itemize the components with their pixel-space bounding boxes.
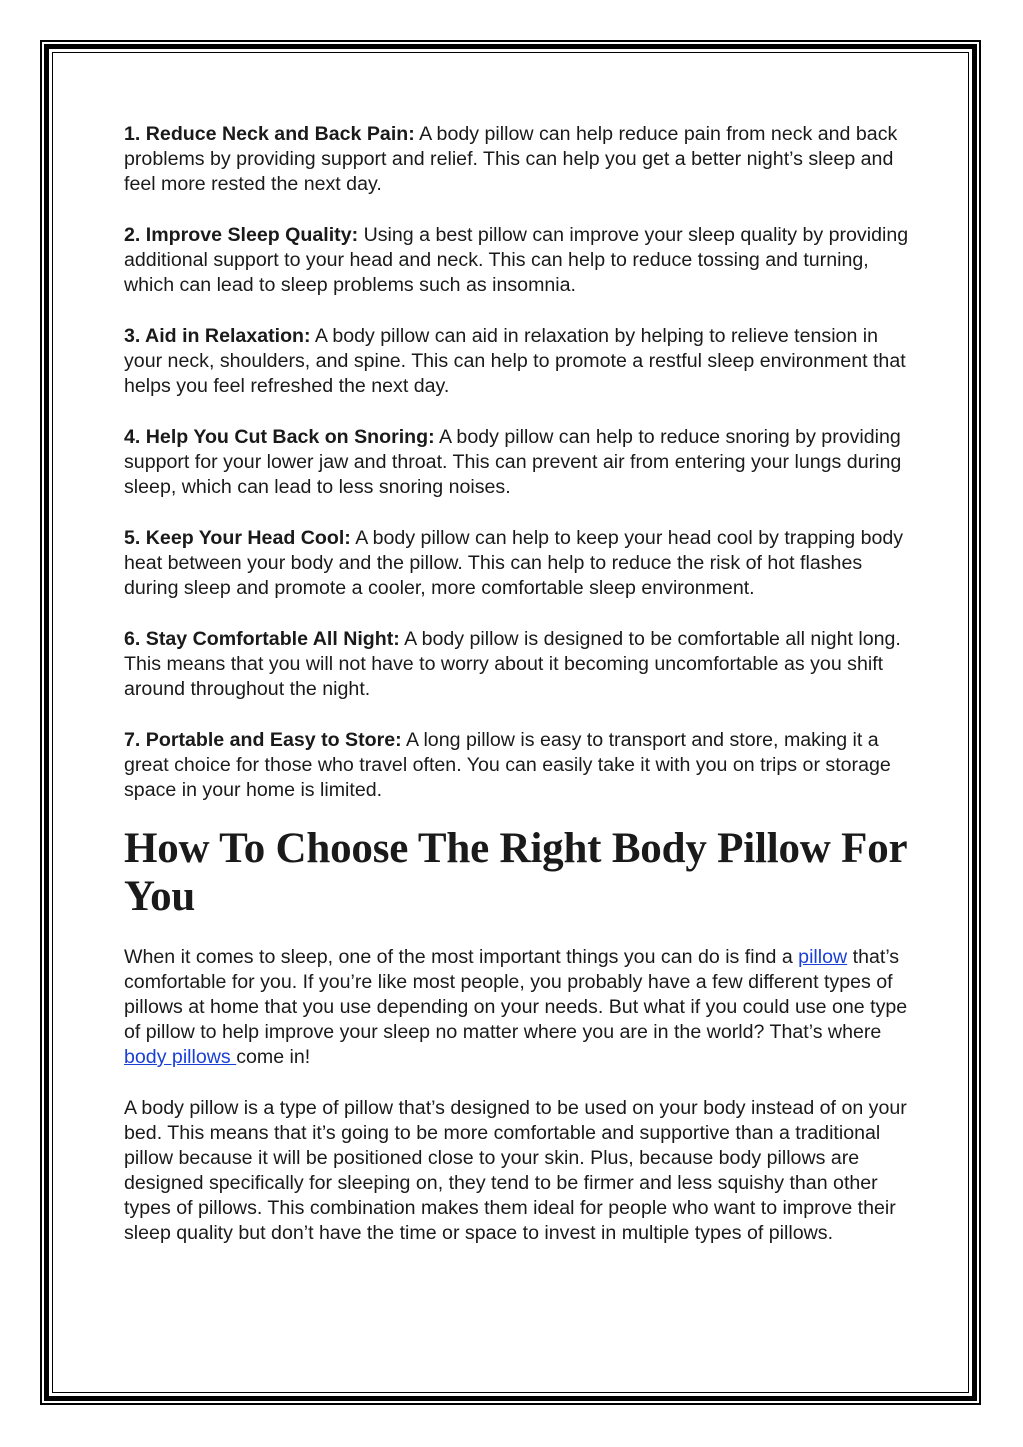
intro-text: When it comes to sleep, one of the most important things you can do is find a [124, 946, 799, 968]
benefit-item-7 [124, 728, 914, 803]
benefit-text: A body pillow can help to keep your head cool by trapping body heat between your body and the pillow. This can help to reduce the risk of hot flashes during sleep and promote a cooler, more comfortable sleep environment. [124, 527, 904, 599]
benefit-item-2 [124, 223, 914, 298]
benefit-title: 7. Portable and Easy to Store: [124, 729, 402, 751]
benefit-text: A long pillow is easy to transport and store, making it a great choice for those who travel often. You can easily take it with you on trips or storage space in your home is limited. [124, 729, 891, 801]
benefit-text: Using a best pillow can improve your sleep quality by providing additional support to your head and neck. This can help to reduce tossing and turning, which can lead to sleep problems such as insomnia. [124, 224, 909, 296]
benefit-item-1 [124, 122, 914, 197]
benefit-item-5 [124, 526, 914, 601]
benefit-title: 6. Stay Comfortable All Night: [124, 628, 400, 650]
pillow-link[interactable]: pillow [798, 946, 848, 968]
benefit-item-4 [124, 425, 914, 500]
intro-text: that’s comfortable for you. If you’re like most people, you probably have a few different types of pillows at home that you use depending on your needs. But what if you could use one type of pillow to help improve your sleep no matter where you are in the world? That’s where [124, 946, 908, 1043]
benefit-title: 5. Keep Your Head Cool: [124, 527, 351, 549]
section-heading: How To Choose The Right Body Pillow For You [124, 825, 907, 920]
intro-text: come in! [236, 1046, 311, 1068]
benefit-title: 1. Reduce Neck and Back Pain: [124, 123, 415, 145]
intro-paragraph [124, 945, 914, 1070]
benefit-text: A body pillow is designed to be comfortable all night long. This means that you will not have to worry about it becoming uncomfortable as you shift around throughout the night. [124, 628, 901, 700]
benefit-item-3 [124, 324, 914, 399]
benefit-text: A body pillow can help reduce pain from neck and back problems by providing support and relief. This can help you get a better night’s sleep and feel more rested the next day. [124, 123, 898, 195]
body-pillows-link[interactable]: body pillows [124, 1046, 237, 1068]
benefit-title: 4. Help You Cut Back on Snoring: [124, 426, 435, 448]
benefit-text: A body pillow can help to reduce snoring by providing support for your lower jaw and throat. This can prevent air from entering your lungs during sleep, which can lead to less snoring noises. [124, 426, 902, 498]
benefit-text: A body pillow can aid in relaxation by helping to relieve tension in your neck, shoulders, and spine. This can help to promote a restful sleep environment that helps you feel refreshed the next day. [124, 325, 906, 397]
closing-paragraph: A body pillow is a type of pillow that’s designed to be used on your body instead of on your bed. This means that it’s going to be more comfortable and supportive than a traditional pillow because it will be positioned close to your skin. Plus, because body pillows are designed specifically for sleeping on, they tend to be firmer and less squishy than other types of pillows. This combination makes them ideal for people who want to improve their sleep quality but don’t have the time or space to invest in multiple types of pillows. [124, 1097, 907, 1244]
benefit-item-6 [124, 627, 914, 702]
benefit-title: 3. Aid in Relaxation: [124, 325, 311, 347]
benefit-title: 2. Improve Sleep Quality: [124, 224, 359, 246]
document-body [124, 122, 914, 1272]
